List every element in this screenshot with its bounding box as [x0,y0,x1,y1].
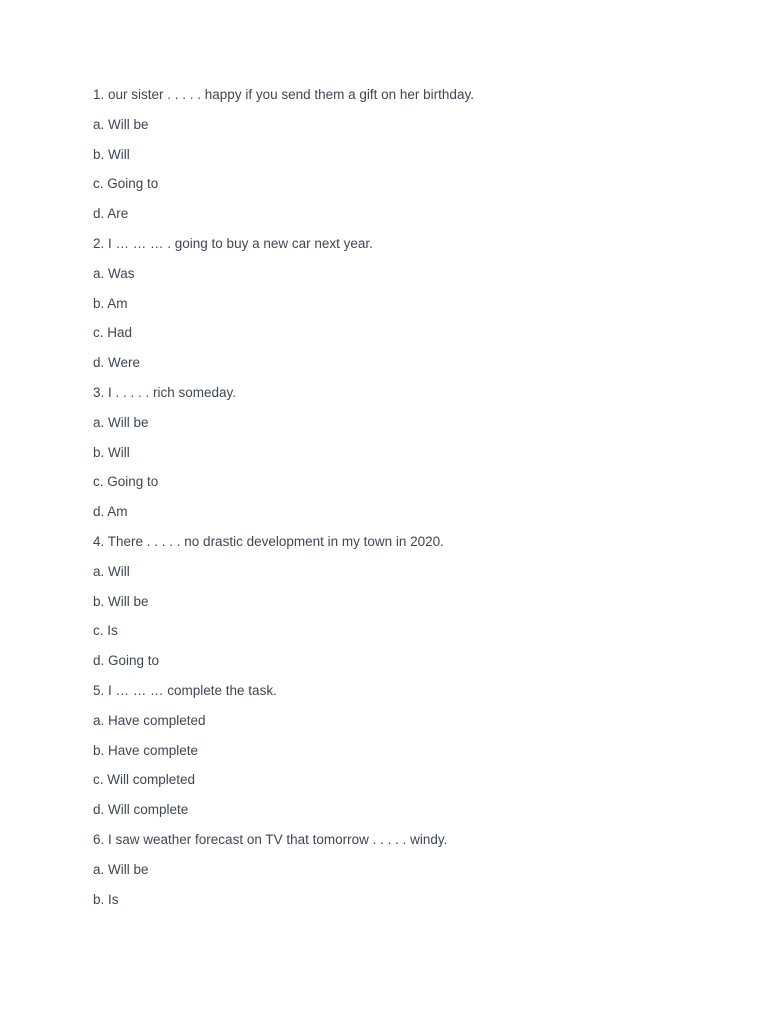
question-6-option-a: a. Will be [93,861,149,877]
question-3-option-d: d. Am [93,504,128,520]
question-1-option-b: b. Will [93,146,130,162]
question-1: 1. our sister . . . . . happy if you send them a gift on her birthday. [93,87,474,102]
question-2-option-c: c. Had [93,325,133,341]
question-3-option-c: c. Going to [93,474,159,490]
question-5-option-b: b. Have complete [93,742,199,758]
question-3-option-a: a. Will be [93,414,149,430]
question-6: 6. I saw weather forecast on TV that tomorrow . . . . . windy. [93,831,448,847]
question-1-option-d: d. Are [93,206,129,222]
question-3-option-b: b. Will [93,444,130,460]
question-4-option-b: b. Will be [93,593,149,609]
question-4-option-d: d. Going to [93,653,160,669]
question-5-option-c: c. Will completed [93,772,196,788]
question-5-option-d: d. Will complete [93,802,189,818]
question-1-option-c: c. Going to [93,176,159,192]
question-2-option-b: b. Am [93,295,128,311]
question-2-option-d: d. Were [93,355,141,371]
question-1-option-a: a. Will be [93,116,149,132]
question-6-option-b: b. Is [93,891,119,907]
quiz-text [93,86,733,920]
question-4-option-c: c. Is [93,623,118,639]
question-5-option-a: a. Have completed [93,712,206,728]
question-2-option-a: a. Was [93,265,135,281]
question-2: 2. I … … … . going to buy a new car next year. [93,235,373,251]
question-3: 3. I . . . . . rich someday. [93,384,237,400]
question-5: 5. I … … … complete the task. [93,682,277,698]
question-4-option-a: a. Will [93,563,130,579]
question-4: 4. There . . . . . no drastic development in my town in 2020. [93,533,444,549]
